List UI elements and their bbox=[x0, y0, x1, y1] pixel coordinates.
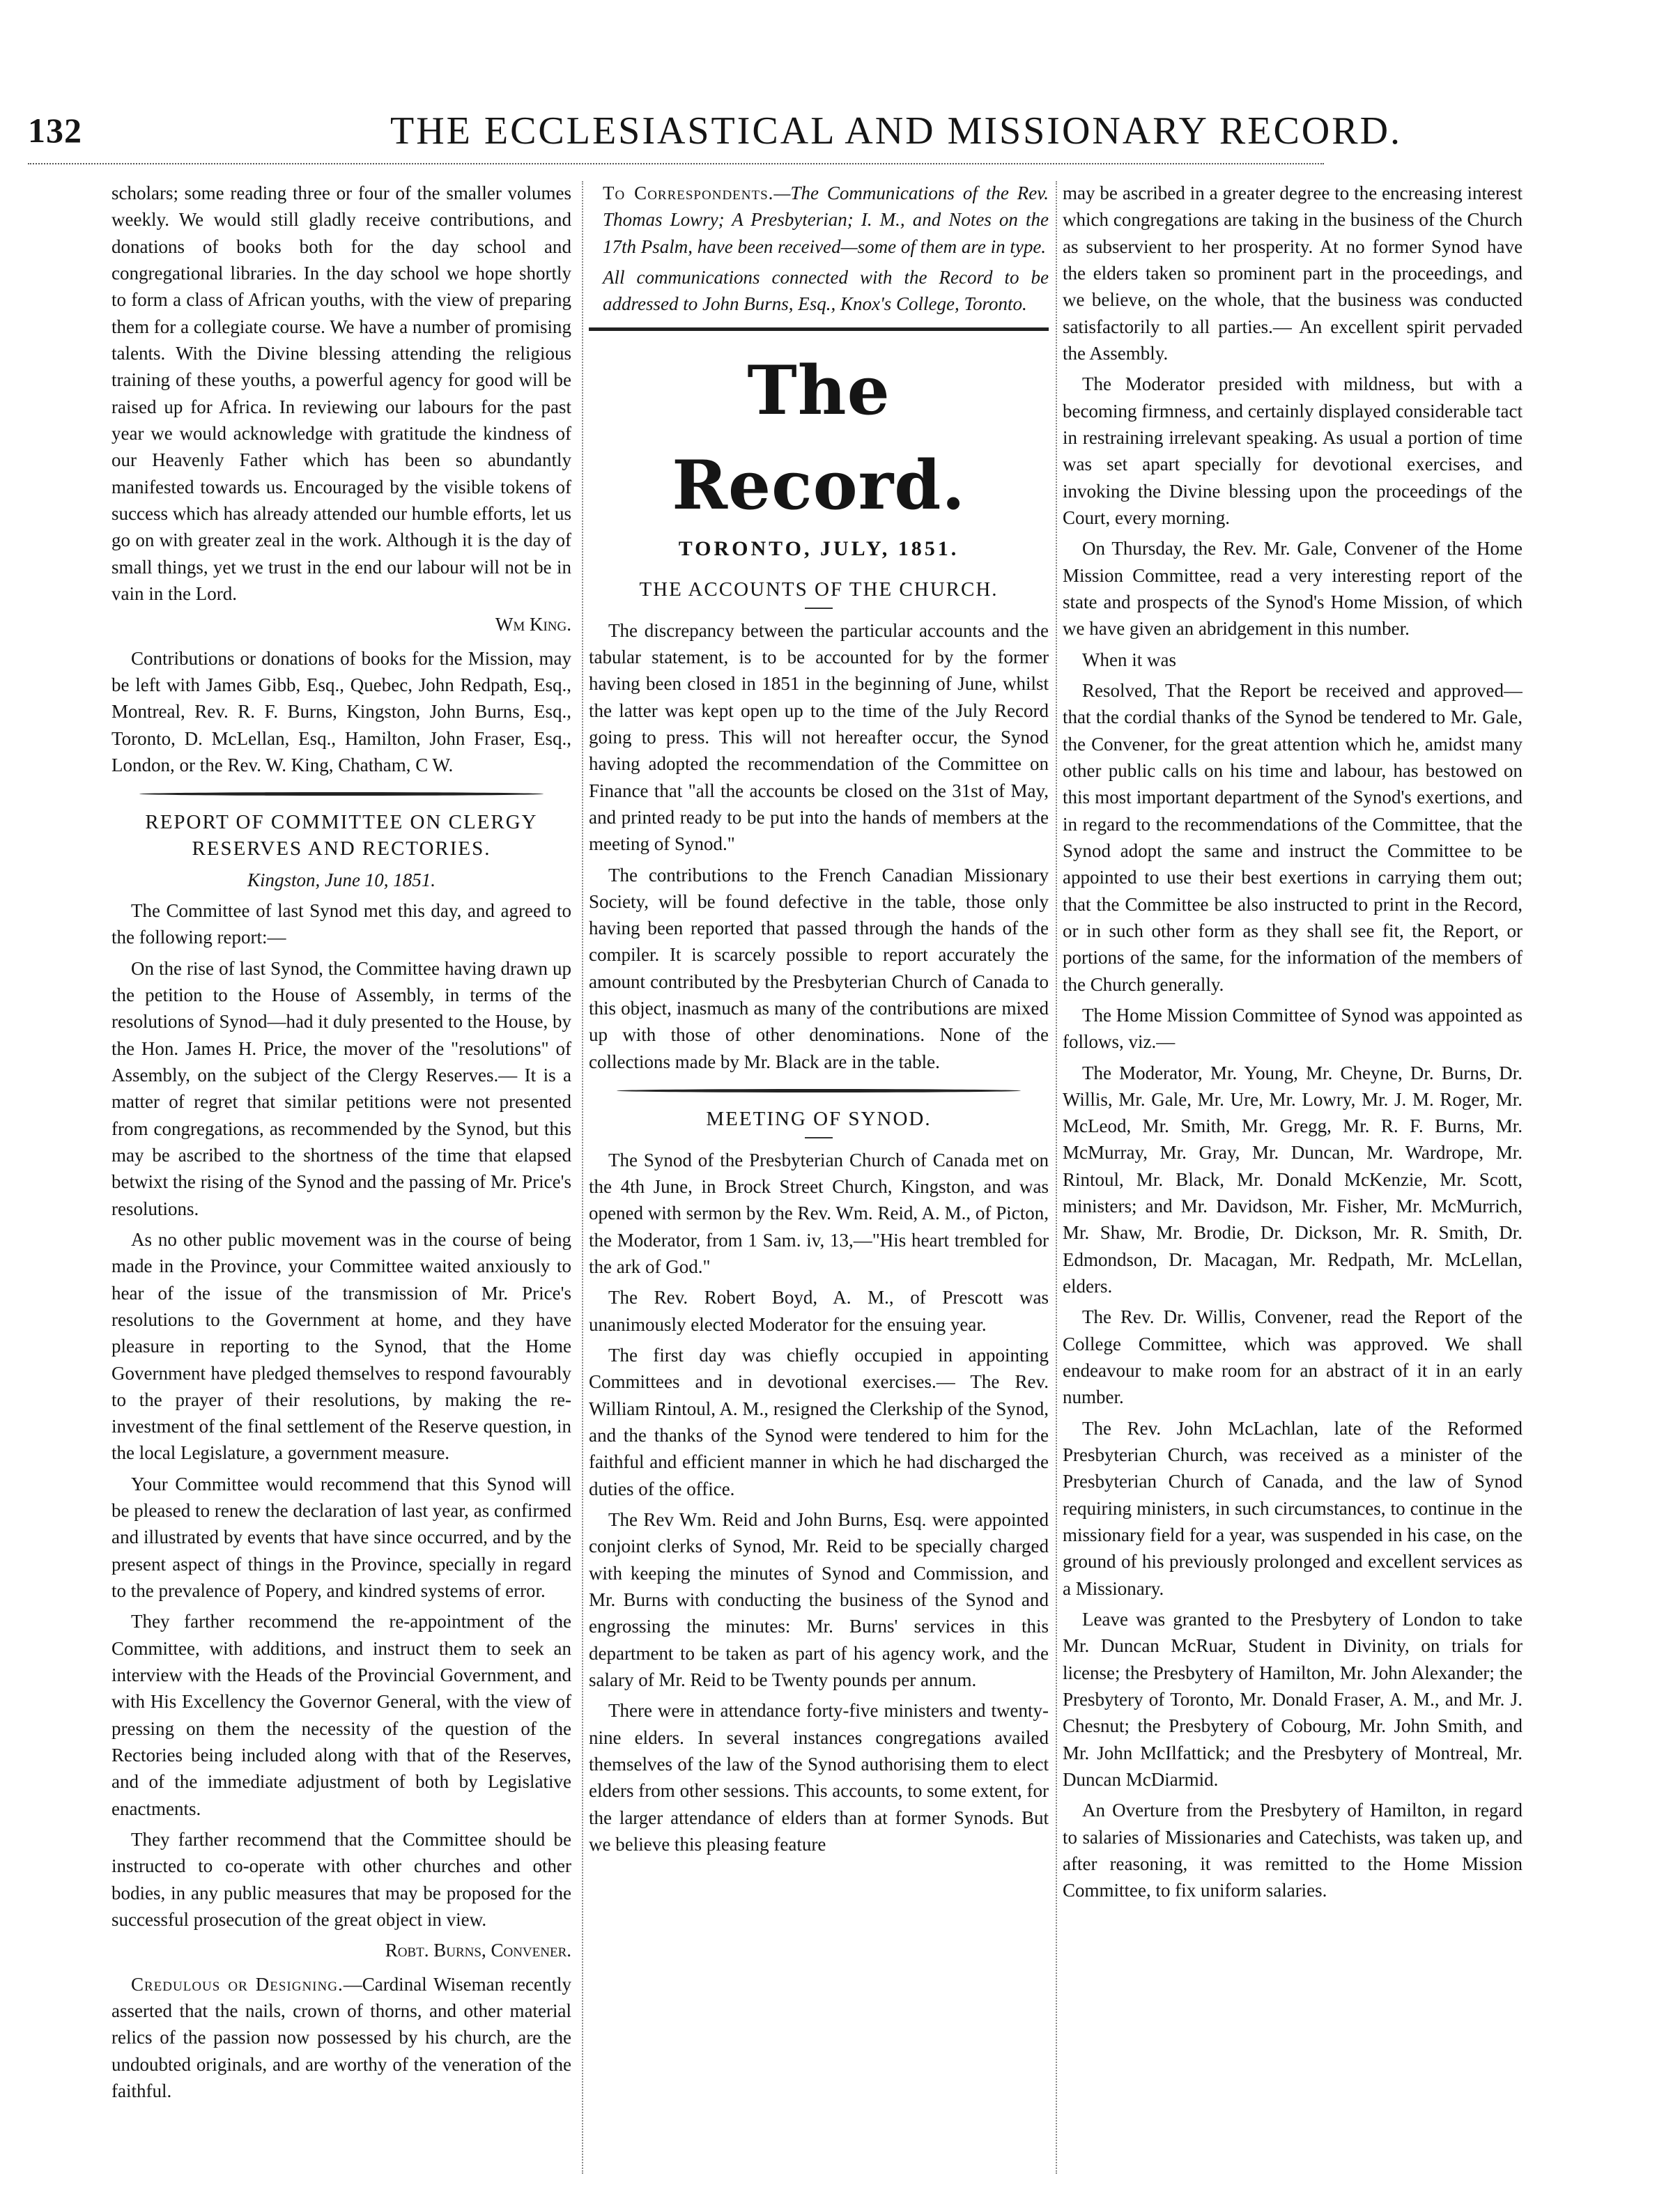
paragraph: They farther recommend that the Committee should be instructed to co-operate with other churches and other bodies, in any public measures that may be proposed for the successful prosecution of the great object in view. bbox=[111, 1829, 571, 1931]
column-separator-left bbox=[582, 181, 583, 2174]
short-rule bbox=[805, 1137, 833, 1138]
paragraph-text: —Cardinal Wiseman recently asserted that the nails, crown of thorns, and other material relics of the passion now possessed by his church, are the undoubted originals, and are worthy of the veneration of the faithful. bbox=[111, 1973, 571, 2102]
masthead-date: TORONTO, JULY, 1851. bbox=[678, 537, 960, 561]
run-in-heading: Credulous or Designing. bbox=[131, 1973, 344, 1995]
column-left bbox=[111, 180, 571, 2179]
paragraph: The Rev. Robert Boyd, A. M., of Prescott was unanimously elected Moderator for the ensuing year. bbox=[589, 1287, 1049, 1335]
column-separator-right bbox=[1056, 181, 1057, 2174]
short-rule bbox=[805, 608, 833, 609]
paragraph bbox=[111, 1971, 571, 2105]
running-title: THE ECCLESIASTICAL AND MISSIONARY RECORD. bbox=[390, 109, 1403, 153]
paragraph: The discrepancy between the particular accounts and the tabular statement, is to be accounted for by the former having been closed in 1851 in the beginning of June, whilst the latter was kept open up to the time of the July Record going to press. This will not hereafter occur, the Synod having adopted the recommendation of the Committee on Finance that "all the accounts be closed on the 31st of May, and printed ready to be put into the hands of members at the meeting of Synod." bbox=[589, 619, 1049, 855]
notice-text: —The Communications of the Rev. Thomas Lowry; A Presbyterian; I. M., and Notes on the 17th Psalm, have been received—some of them are in type. bbox=[603, 183, 1049, 257]
paragraph: On the rise of last Synod, the Committee having drawn up the petition to the House of Assembly, in terms of the resolutions of Synod—had it duly presented to the House, by the Hon. James H. Price, the mover of the "resolutions" of Assembly, on the subject of the Clergy Reserves.— It is a matter of regret that similar petitions were not presented from congregations, as recommended by the Synod, but this may be ascribed to the shortness of the time that elapsed betwixt the rising of the Synod and the passing of Mr. Price's resolutions. bbox=[111, 957, 571, 1219]
column-middle bbox=[589, 180, 1049, 2179]
paragraph: The Home Mission Committee of Synod was appointed as follows, viz.— bbox=[1063, 1004, 1523, 1053]
page-number: 132 bbox=[28, 111, 82, 150]
paragraph: There were in attendance forty-five ministers and twenty-nine elders. In several instances congregations availed themselves of the law of the Synod authorising them to elect elders from other sessions. This accounts, to some extent, for the larger attendance of elders than at former Synods. But we believe this pleasing feature bbox=[589, 1700, 1049, 1855]
clergy-reserves-heading: REPORT OF COMMITTEE ON CLERGY RESERVES AND RECTORIES. bbox=[145, 811, 538, 860]
signature-burns: Robt. Burns, Convener. bbox=[385, 1940, 571, 1961]
paragraph: An Overture from the Presbytery of Hamilton, in regard to salaries of Missionaries and Catechists, was taken up, and after reasoning, it was remitted to the Home Mission Committee, to fix uniform salaries. bbox=[1063, 1800, 1523, 1901]
paragraph: may be ascribed in a greater degree to the encreasing interest which congregations are taking in the business of the Church as subservient to her prosperity. At no former Synod have the elders taken so prominent part in the proceedings, and we believe, on the whole, that the business was conducted satisfactorily to all parties.— An excellent spirit pervaded the Assembly. bbox=[1063, 183, 1523, 364]
synod-heading: MEETING OF SYNOD. bbox=[706, 1108, 932, 1131]
paragraph: On Thursday, the Rev. Mr. Gale, Convener of the Home Mission Committee, read a very interesting report of the state and prospects of the Synod's Home Mission, of which we have given an abridgement in this number. bbox=[1063, 538, 1523, 640]
paragraph: The Moderator, Mr. Young, Mr. Cheyne, Dr. Burns, Dr. Willis, Mr. Gale, Mr. Ure, Mr. Lowry, Mr. J. M. Roger, Mr. McLeod, Mr. Smith, Mr. Gregg, Mr. R. F. Burns, Mr. McMurray, Mr. Gray, Mr. Duncan, Mr. Wardrope, Mr. Rintoul, Mr. Black, Mr. Donald McKenzie, Mr. Scott, ministers; and Mr. Davidson, Mr. Fisher, Mr. McMurrich, Mr. Shaw, Mr. Brodie, Dr. Dickson, Mr. R. Smith, Dr. Edmondson, Dr. Macagan, Mr. Redpath, Mr. McLellan, elders. bbox=[1063, 1062, 1523, 1297]
paragraph: scholars; some reading three or four of the smaller volumes weekly. We would still gladly receive contributions, and donations of books both for the day school and congregational libraries. In the day school we hope shortly to form a class of African youths, with the view of preparing them for a collegiate course. We have a number of promising talents. With the Divine blessing attending the religious training of these youths, a powerful agency for good will be raised up for Africa. In reviewing our labours for the past year we would acknowledge with gratitude the kindness of our Heavenly Father which has been so abundantly manifested towards us. Encouraged by the visible tokens of success which has already attended our humble efforts, let us go on with greater zeal in the work. Although it is the day of small things, yet we trust in the end our labour will not be in vain in the Lord. bbox=[111, 183, 571, 604]
paragraph: They farther recommend the re-appointment of the Committee, with additions, and instruct them to seek an interview with the Heads of the Provincial Government, and with His Excellency the Governor General, with the view of pressing on them the necessity of the question of the Rectories being included along with that of the Reserves, and of the immediate adjustment of both by Legislative enactments. bbox=[111, 1611, 571, 1819]
paragraph: Resolved, That the Report be received and approved—that the cordial thanks of the Synod be tendered to Mr. Gale, the Convener, for the great attention which he, amidst many other public calls on his time and labour, has bestowed on this most important department of the Synod's exertions, and in regard to the recommendations of the Committee, that the Synod adopt the same and instruct the Committee to be appointed to use their best exertions in carrying them out; that the Committee be also instructed to print in the Record, or in such other form as they shall see fit, the Report, or portions of the same, for the information of the members of the Church generally. bbox=[1063, 679, 1523, 995]
run-in-heading: To Correspondents. bbox=[603, 183, 774, 203]
column-right bbox=[1063, 180, 1523, 2179]
paragraph: The Rev. John McLachlan, late of the Reformed Presbyterian Church, was received as a minister of the Presbyterian Church of Canada, and the law of Synod requiring ministers, in such circumstances, to continue in the missionary field for a year, was suspended in his case, on the ground of his previously prolonged and excellent services as a Missionary. bbox=[1063, 1417, 1523, 1599]
paragraph: The Rev. Dr. Willis, Convener, read the Report of the College Committee, which was approved. We shall endeavour to make room for an abstract of it in an early number. bbox=[1063, 1306, 1523, 1408]
paragraph: The Committee of last Synod met this day, and agreed to the following report:— bbox=[111, 899, 571, 948]
notice-paragraph bbox=[603, 180, 1049, 260]
accounts-heading: THE ACCOUNTS OF THE CHURCH. bbox=[639, 578, 999, 601]
paragraph: Contributions or donations of books for the Mission, may be left with James Gibb, Esq., Quebec, John Redpath, Esq., Montreal, Rev. R. F. Burns, Kingston, John Burns, Esq., Toronto, D. McLellan, Esq., Hamilton, John Fraser, Esq., London, or the Rev. W. King, Chatham, C W. bbox=[111, 647, 571, 775]
paragraph: The Synod of the Presbyterian Church of Canada met on the 4th June, in Brock Street Church, Kingston, and was opened with sermon by the Rev. Wm. Reid, A. M., of Picton, the Moderator, from 1 Sam. iv, 13,—"His heart trembled for the ark of God." bbox=[589, 1149, 1049, 1278]
correspondents-notice bbox=[589, 180, 1049, 318]
paragraph: Your Committee would recommend that this Synod will be pleased to renew the declaration of last year, as confirmed and illustrated by events that have since occurred, and by the present aspect of things in the Province, specially in regard to the prevalence of Popery, and kindred systems of error. bbox=[111, 1473, 571, 1602]
section-divider bbox=[139, 792, 544, 796]
dateline: Kingston, June 10, 1851. bbox=[247, 869, 436, 890]
header-rule bbox=[28, 163, 1324, 164]
paragraph: The Moderator presided with mildness, but with a becoming firmness, and certainly displayed considerable tact in restraining irrelevant speaking. As usual a portion of time was set apart specially for devotional exercises, and invoking the Divine blessing upon the proceedings of the Court, every morning. bbox=[1063, 373, 1523, 528]
paragraph: The Rev Wm. Reid and John Burns, Esq. were appointed conjoint clerks of Synod, Mr. Reid to be specially charged with keeping the minutes of Synod and Commission, and Mr. Burns with conducting the business of the Synod and engrossing the minutes: Mr. Burns' services in this department to be taken as part of his agency work, and the salary of Mr. Reid to be Twenty pounds per annum. bbox=[589, 1509, 1049, 1691]
masthead: The Record. bbox=[672, 350, 966, 525]
masthead-rule bbox=[589, 327, 1049, 331]
paragraph: Leave was granted to the Presbytery of London to take Mr. Duncan McRuar, Student in Divinity, on trials for license; the Presbytery of Hamilton, Mr. John Alexander; the Presbytery of Toronto, Mr. Donald Fraser, A. M., and Mr. J. Chesnut; the Presbytery of Cobourg, Mr. John Smith, and Mr. John McIlfattick; and the Presbytery of Montreal, Mr. Duncan McDiarmid. bbox=[1063, 1609, 1523, 1791]
paragraph: As no other public movement was in the course of being made in the Province, your Committee waited anxiously to hear of the issue of the transmission of Mr. Price's resolutions to the Government at home, and they have pleasure in reporting to the Synod, that the Home Government have pledged themselves to respond favourably to the prayer of their resolutions, by making the re-investment of the final settlement of the Reserve question, in the local Legislature, a government measure. bbox=[111, 1228, 571, 1464]
paragraph: The first day was chiefly occupied in appointing Committees and in devotional exercises.— The Rev. William Rintoul, A. M., resigned the Clerkship of the Synod, and the thanks of the Synod were tendered to him for the faithful and efficient manner in which he had discharged the duties of the office. bbox=[589, 1345, 1049, 1499]
section-divider bbox=[617, 1089, 1021, 1092]
paragraph: The contributions to the French Canadian Missionary Society, will be found defective in the table, those only having been reported that passed through the hands of the compiler. It is scarcely possible to report accurately the amount contributed by the Presbyterian Church of Canada to this object, inasmuch as many of the contributions are mixed up with those of other denominations. None of the collections made by Mr. Black are in the table. bbox=[589, 864, 1049, 1072]
signature-king: Wm King. bbox=[495, 614, 571, 635]
paragraph: When it was bbox=[1082, 649, 1176, 670]
notice-paragraph: All communications connected with the Record to be addressed to John Burns, Esq., Knox's College, Toronto. bbox=[603, 266, 1049, 315]
